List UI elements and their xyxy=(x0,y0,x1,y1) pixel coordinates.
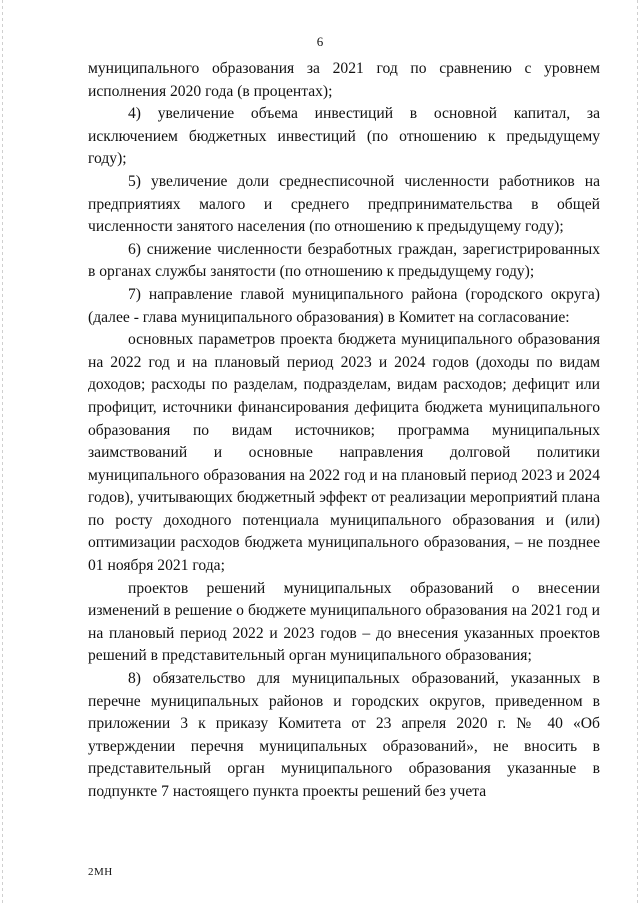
page-number: 6 xyxy=(316,34,324,49)
paragraph-item-8: 8) обязательство для муниципальных образований, указанных в перечне муниципальных районов и городских округов, приведенном в приложении 3 к приказу Комитета от 23 апреля 2020 г. № 40 «Об утверждении перечня муниципальных образований», не вносить в представительный орган муниципального образования указанные в подпункте 7 настоящего пункта проекты решений без учета xyxy=(88,670,600,800)
paragraph-item-7: 7) направление главой муниципального района (городского округа) (далее - глава муниципального образования) в Комитет на согласование: xyxy=(88,285,600,326)
paragraph-item-5: 5) увеличение доли среднесписочной численности работников на предприятиях малого и среднего предпринимательства в общей численности занятого населения (по отношению к предыдущему году); xyxy=(88,172,600,236)
paragraph-continuation: муниципального образования за 2021 год по сравнению с уровнем исполнения 2020 года (в процентах); xyxy=(88,60,600,100)
paragraph-item-4: 4) увеличение объема инвестиций в основной капитал, за исключением бюджетных инвестиций (по отношению к предыдущему году); xyxy=(88,105,600,168)
right-scan-edge xyxy=(637,0,638,905)
paragraph-draft-decisions: проектов решений муниципальных образований о внесении изменений в решение о бюджете муниципального образования на 2021 год и на плановый период 2022 и 2023 годов – до внесения указанных проектов решений в представительный орган муниципального образования; xyxy=(88,579,600,665)
left-scan-edge xyxy=(2,0,3,905)
paragraph-item-6: 6) снижение численности безработных граждан, зарегистрированных в органах службы занятости (по отношению к предыдущему году); xyxy=(88,240,600,281)
paragraph-budget-parameters: основных параметров проекта бюджета муниципального образования на 2022 год и на плановый период 2023 и 2024 годов (доходы по видам доходов; расходы по разделам, подразделам, видам расходов; дефицит или профицит, источники финансирования дефицита бюджета муниципального образования по видам источников; программа муниципальных заимствований и основные направления долговой политики муниципального образования на 2022 год и на плановый период 2023 и 2024 годов), учитывающих бюджетный эффект от реализации мероприятий плана по росту доходного потенциала муниципального образования и (или) оптимизации расходов бюджета муниципального образования, – не позднее 01 ноября 2021 года; xyxy=(88,331,600,575)
footer-code: 2МН xyxy=(88,866,113,878)
document-body xyxy=(88,58,600,804)
